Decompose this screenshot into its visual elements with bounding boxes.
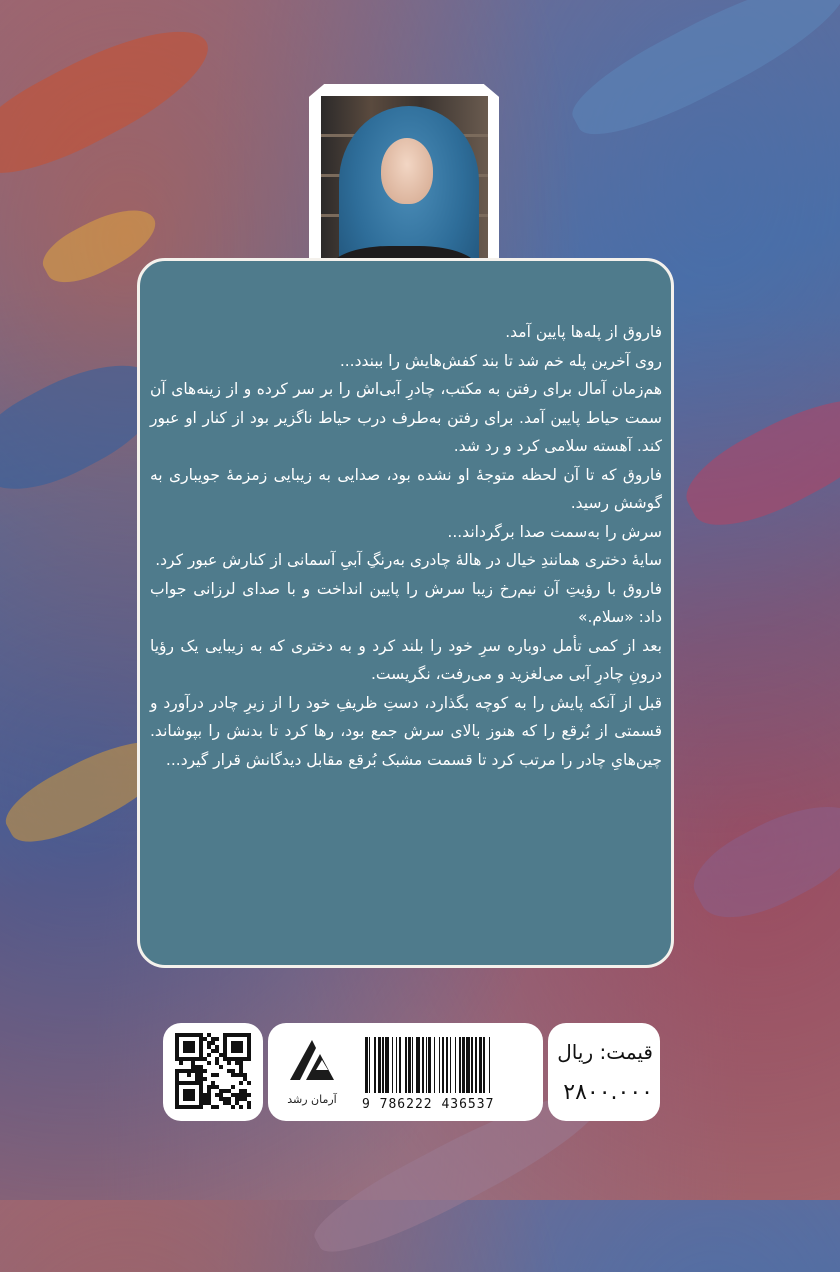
publisher-logo-icon (286, 1036, 338, 1084)
blurb-paragraph: قبل از آنکه پایش را به کوچه بگذارد، دستِ ظریفِ خود را از زیرِ چادر درآورد و قسمتی از بُرقع را که هنوز بالای سرش جمع بود، رها کرد تا بدنش را بپوشاند. چین‌هایِ چادر را مرتب کرد تا قسمت مشبک بُرقع مقابل دیدگانش قرار گیرد... (150, 693, 662, 769)
blurb-paragraph: فاروق با رؤیتِ آن نیم‌رخ زیبا سرش را پایین انداخت و با صدای لرزانی جواب داد: «سلام.» (150, 579, 662, 626)
paint-stroke (682, 782, 840, 937)
blurb-paragraph: هم‌زمان آمال برای رفتن به مکتب، چادرِ آبی‌اش را بر سر کرده و از زینه‌های آن سمت حیاط پایین آمد. برای رفتن به‌طرف درب حیاط ناگزیر بود از کنار او عبور کند. آهسته سلامی کرد و رد شد. (150, 380, 662, 455)
publisher-name: آرمان رشد (287, 1093, 337, 1106)
author-face (381, 138, 433, 204)
paint-stroke (674, 373, 840, 547)
price-box (548, 1023, 660, 1121)
paint-stroke (561, 0, 840, 156)
blurb-paragraph: فاروق که تا آن لحظه متوجهٔ او نشده بود، صدایی به زیبایی زمزمهٔ جویباری به گوشش رسید. (150, 465, 662, 512)
blurb-paragraph: روی آخرین پله خم شد تا بند کفش‌هایش را ببندد... (339, 351, 662, 370)
paint-stroke (0, 4, 224, 197)
price-value: ۲۸۰۰.۰۰۰ (563, 1080, 653, 1105)
qr-code-icon (175, 1033, 251, 1109)
price-label: قیمت: ریال (557, 1040, 653, 1064)
blurb-text (150, 318, 662, 774)
blurb-paragraph: سرش را به‌سمت صدا برگرداند... (447, 522, 662, 541)
blurb-paragraph: بعد از کمی تأمل دوباره سرِ خود را بلند کرد و به دختری که به زیبایی یک رؤیا درونِ چادرِ آبی می‌لغزید و می‌رفت، نگریست. (150, 636, 662, 683)
isbn-barcode (365, 1037, 530, 1093)
isbn-number: 9 786222 436537 (362, 1097, 495, 1112)
blurb-paragraph: سایهٔ دختری همانندِ خیال در هالهٔ چادری به‌رنگِ آبیِ آسمانی از کنارش عبور کرد. (155, 551, 662, 569)
blurb-paragraph: فاروق از پله‌ها پایین آمد. (505, 323, 662, 341)
